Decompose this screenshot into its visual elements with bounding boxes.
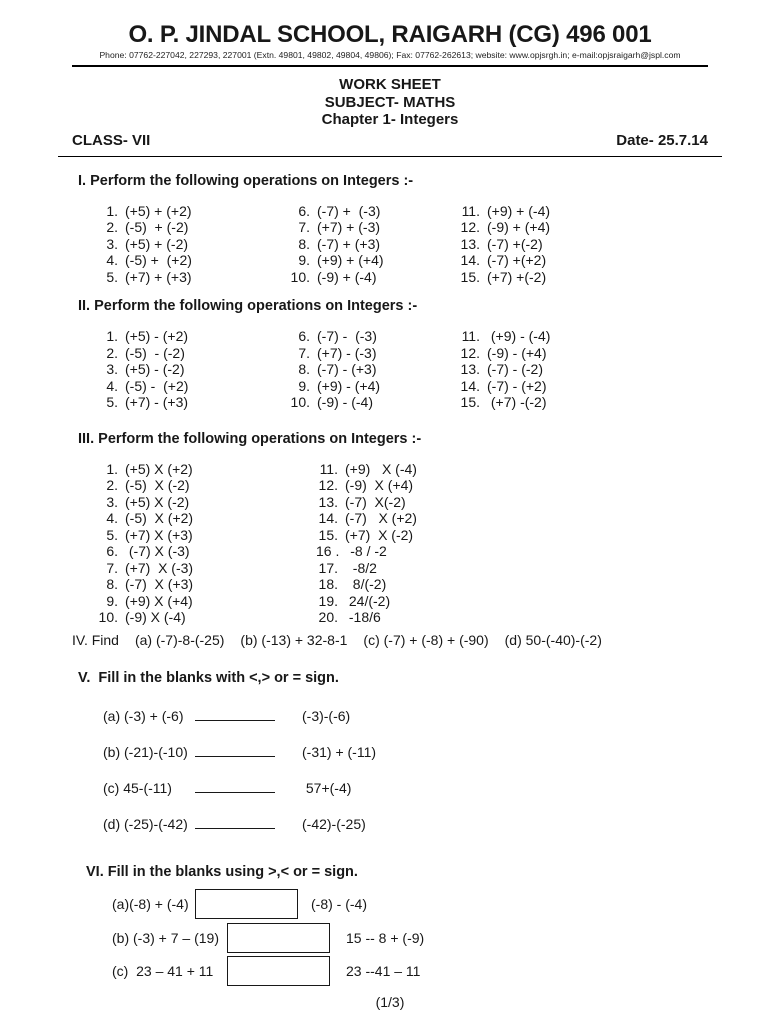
problem-expression: (-5) - (-2) xyxy=(125,344,185,361)
problem-expression: (-9) - (+4) xyxy=(487,344,547,361)
problem-item xyxy=(96,593,316,610)
problem-item xyxy=(288,236,458,253)
problem-expression: -8/2 xyxy=(345,559,377,576)
section-3-col-2 xyxy=(316,461,708,626)
problem-item xyxy=(96,252,288,269)
problem-item xyxy=(316,510,708,527)
problem-item xyxy=(458,328,708,345)
problem-item xyxy=(316,494,708,511)
section-4-part-a: (a) (-7)-8-(-25) xyxy=(134,631,225,648)
problem-item xyxy=(316,576,708,593)
section-1-col-3 xyxy=(458,203,708,286)
problem-expression: (-7) - (-2) xyxy=(487,361,543,377)
problem-number: 15. xyxy=(460,268,480,285)
section-5-rows xyxy=(103,706,708,850)
problem-item xyxy=(458,345,708,362)
problem-number: 14. xyxy=(460,252,480,268)
problem-item xyxy=(96,461,316,478)
problem-expression: (+7) + (-3) xyxy=(317,219,381,235)
problem-number: 10. xyxy=(290,268,310,285)
blank-line xyxy=(195,706,275,721)
fill-blank-row xyxy=(103,742,708,778)
problem-expression: (-7) +(-2) xyxy=(487,235,543,252)
problem-item xyxy=(288,269,458,286)
problem-expression: (-5) + (-2) xyxy=(125,219,189,235)
problem-expression: 8/(-2) xyxy=(345,576,387,592)
answer-box xyxy=(227,923,330,953)
section-2-col-3 xyxy=(458,328,708,411)
problem-expression: (+7) - (+3) xyxy=(125,394,189,410)
problem-expression: (-9) X (+4) xyxy=(345,477,414,493)
problem-expression: (+7) X (+3) xyxy=(125,526,193,543)
right-expression: (-31) + (-11) xyxy=(302,743,377,760)
header-divider xyxy=(72,65,708,67)
problem-expression: (+5) X (-2) xyxy=(125,493,190,510)
problem-item xyxy=(96,527,316,544)
problem-item xyxy=(316,477,708,494)
problem-expression: (+7) X (-3) xyxy=(125,559,194,576)
class-label: CLASS- VII xyxy=(72,131,151,149)
problem-expression: (-7) X(-2) xyxy=(345,493,406,510)
problem-number: 12. xyxy=(318,477,338,493)
section-1-col-2 xyxy=(288,203,458,286)
problem-expression: (-7) X (+2) xyxy=(345,510,417,526)
problem-number: 9. xyxy=(298,252,310,268)
problem-expression: (-7) - (-3) xyxy=(317,328,377,344)
problem-number: 6. xyxy=(298,328,310,344)
problem-item xyxy=(458,361,708,378)
problem-item xyxy=(96,510,316,527)
problem-expression: (-7) - (+2) xyxy=(487,377,547,394)
chapter-line: Chapter 1- Integers xyxy=(321,111,459,128)
problem-item xyxy=(96,494,316,511)
problem-number: 4. xyxy=(106,252,118,268)
problem-expression: (+7) - (-3) xyxy=(317,344,377,361)
right-expression: (-3)-(-6) xyxy=(302,707,351,724)
problem-expression: (-5) - (+2) xyxy=(125,377,189,394)
problem-item xyxy=(96,394,288,411)
problem-number: 16 . xyxy=(316,543,340,559)
problem-number: 3. xyxy=(106,235,118,252)
section-4-row xyxy=(72,632,708,648)
problem-number: 6. xyxy=(106,543,118,559)
section-6-heading: VI. Fill in the blanks using >,< or = sign. xyxy=(86,863,358,880)
problem-number: 8. xyxy=(106,576,118,592)
problem-expression: (-7) X (-3) xyxy=(125,543,190,559)
problem-number: 5. xyxy=(106,526,118,543)
problem-expression: (-5) + (+2) xyxy=(125,252,192,268)
problem-expression: (-9) X (-4) xyxy=(125,609,186,625)
left-expression: (a)(-8) + (-4) xyxy=(112,896,189,913)
problem-item xyxy=(96,576,316,593)
left-expression: (c) 23 – 41 + 11 xyxy=(112,963,214,980)
problem-number: 3. xyxy=(106,361,118,377)
problem-item xyxy=(96,560,316,577)
subject-line: SUBJECT- MATHS xyxy=(324,93,456,111)
left-expression: (a) (-3) + (-6) xyxy=(103,707,184,724)
problem-number: 5. xyxy=(106,394,118,410)
problem-expression: (+9) X (-4) xyxy=(345,460,417,477)
problem-number: 13. xyxy=(318,493,338,510)
problem-expression: (-7) + (-3) xyxy=(317,202,381,219)
class-date-row xyxy=(72,132,708,149)
section-3-heading: III. Perform the following operations on Integers :- xyxy=(78,430,422,447)
problem-item xyxy=(458,236,708,253)
blank-line xyxy=(195,778,275,793)
problem-item xyxy=(288,219,458,236)
problem-expression: (-7) - (+3) xyxy=(317,361,377,377)
section-divider xyxy=(58,156,722,157)
right-expression: (-42)-(-25) xyxy=(302,815,366,832)
problem-item xyxy=(288,328,458,345)
section-1-col-1 xyxy=(96,203,288,286)
problem-item xyxy=(316,461,708,478)
problem-expression: (+5) X (+2) xyxy=(125,460,193,477)
problem-item xyxy=(288,394,458,411)
problem-number: 13. xyxy=(460,235,480,252)
fill-blank-row xyxy=(103,814,708,850)
problem-item xyxy=(288,361,458,378)
problem-number: 8. xyxy=(298,235,310,252)
section-1-problems xyxy=(96,203,708,286)
left-expression: (b) (-21)-(-10) xyxy=(103,743,188,760)
problem-expression: (+5) - (-2) xyxy=(125,361,185,377)
section-4-part-c: (c) (-7) + (-8) + (-90) xyxy=(363,631,489,648)
problem-number: 1. xyxy=(106,328,118,344)
problem-number: 11. xyxy=(461,202,480,219)
right-expression: 57+(-4) xyxy=(302,779,352,796)
problem-number: 19. xyxy=(318,592,338,609)
problem-number: 9. xyxy=(106,592,118,609)
problem-expression: (+5) - (+2) xyxy=(125,328,189,344)
problem-number: 18. xyxy=(318,576,338,592)
problem-item xyxy=(316,543,708,560)
problem-item xyxy=(458,219,708,236)
blank-line xyxy=(195,814,275,829)
problem-item xyxy=(458,378,708,395)
problem-number: 7. xyxy=(298,219,310,235)
problem-number: 20. xyxy=(318,609,338,625)
problem-expression: -18/6 xyxy=(345,609,381,625)
problem-number: 13. xyxy=(460,361,480,377)
left-expression: (b) (-3) + 7 – (19) xyxy=(112,929,219,946)
problem-number: 12. xyxy=(460,219,480,235)
problem-expression: -8 / -2 xyxy=(346,543,387,559)
problem-item xyxy=(96,203,288,220)
problem-expression: (+7) X (-2) xyxy=(345,526,414,543)
problem-expression: (+7) + (+3) xyxy=(125,268,192,285)
problem-number: 1. xyxy=(106,460,118,477)
fill-blank-row xyxy=(103,706,708,742)
problem-number: 2. xyxy=(106,219,118,235)
answer-box xyxy=(195,889,298,919)
problem-number: 12. xyxy=(460,344,480,361)
problem-expression: (-5) X (-2) xyxy=(125,477,190,493)
problem-expression: (-9) - (-4) xyxy=(317,394,373,410)
problem-number: 17. xyxy=(318,559,338,576)
problem-item xyxy=(96,477,316,494)
problem-item xyxy=(316,609,708,626)
problem-item xyxy=(458,252,708,269)
problem-item xyxy=(288,252,458,269)
problem-expression: (+9) + (-4) xyxy=(487,202,551,219)
title-block xyxy=(72,76,708,129)
problem-item xyxy=(458,394,708,411)
answer-box xyxy=(227,956,330,986)
problem-number: 14. xyxy=(318,510,338,526)
problem-expression: 24/(-2) xyxy=(345,592,391,609)
problem-item xyxy=(316,560,708,577)
problem-number: 6. xyxy=(298,202,310,219)
section-4-part-b: (b) (-13) + 32-8-1 xyxy=(240,631,348,648)
fill-box-row xyxy=(112,921,708,955)
problem-expression: (+7) -(-2) xyxy=(487,394,547,410)
problem-item xyxy=(96,236,288,253)
problem-number: 1. xyxy=(106,202,118,219)
problem-item xyxy=(458,203,708,220)
contact-line: Phone: 07762-227042, 227293, 227001 (Extn. 49801, 49802, 49804, 49806); Fax: 07762-262613; website: www.opjsrgh.in; e-mail:opjsraigarh@jspl.com xyxy=(99,50,681,60)
problem-number: 10. xyxy=(98,609,118,625)
problem-number: 8. xyxy=(298,361,310,377)
problem-number: 2. xyxy=(106,344,118,361)
problem-expression: (+9) + (+4) xyxy=(317,252,384,268)
section-2-heading: II. Perform the following operations on Integers :- xyxy=(78,298,418,314)
problem-number: 15. xyxy=(460,394,480,410)
problem-expression: (-9) + (-4) xyxy=(317,268,377,285)
problem-expression: (-7) +(+2) xyxy=(487,252,547,268)
problem-expression: (+9) X (+4) xyxy=(125,592,193,609)
section-1-heading: I. Perform the following operations on Integers :- xyxy=(78,172,414,189)
left-expression: (c) 45-(-11) xyxy=(103,779,172,796)
problem-expression: (-5) X (+2) xyxy=(125,510,194,526)
section-2-problems xyxy=(96,328,708,411)
problem-item xyxy=(96,269,288,286)
problem-item xyxy=(288,203,458,220)
problem-item xyxy=(288,345,458,362)
problem-expression: (+7) +(-2) xyxy=(487,268,547,285)
problem-expression: (+9) - (+4) xyxy=(317,377,381,394)
problem-number: 15. xyxy=(318,526,338,543)
fill-box-row xyxy=(112,888,708,922)
problem-expression: (-7) X (+3) xyxy=(125,576,194,592)
section-2-col-1 xyxy=(96,328,288,411)
section-6-rows xyxy=(112,888,708,989)
problem-expression: (-9) + (+4) xyxy=(487,219,551,235)
header xyxy=(72,22,708,157)
problem-number: 11. xyxy=(319,460,338,477)
problem-number: 7. xyxy=(298,344,310,361)
section-4-label: IV. Find xyxy=(72,631,119,648)
doc-title: WORK SHEET xyxy=(339,76,441,93)
school-name: O. P. JINDAL SCHOOL, RAIGARH (CG) 496 001 xyxy=(128,21,652,48)
problem-number: 11. xyxy=(461,328,480,344)
left-expression: (d) (-25)-(-42) xyxy=(103,815,188,832)
date-label: Date- 25.7.14 xyxy=(616,131,708,149)
section-5-heading: V. Fill in the blanks with <,> or = sign. xyxy=(78,669,339,686)
problem-expression: (-7) + (+3) xyxy=(317,235,381,252)
problem-number: 14. xyxy=(460,377,480,394)
problem-number: 4. xyxy=(106,510,118,526)
problem-expression: (+5) + (-2) xyxy=(125,235,189,252)
right-expression: 23 --41 – 11 xyxy=(346,963,421,980)
problem-expression: (+5) + (+2) xyxy=(125,202,192,219)
problem-number: 4. xyxy=(106,377,118,394)
fill-blank-row xyxy=(103,778,708,814)
problem-item xyxy=(96,543,316,560)
problem-item xyxy=(96,361,288,378)
right-expression: 15 -- 8 + (-9) xyxy=(346,929,425,946)
problem-item xyxy=(96,378,288,395)
problem-number: 2. xyxy=(106,477,118,493)
problem-number: 7. xyxy=(106,559,118,576)
section-3-col-1 xyxy=(96,461,316,626)
problem-item xyxy=(316,527,708,544)
blank-line xyxy=(195,742,275,757)
problem-number: 3. xyxy=(106,493,118,510)
problem-number: 5. xyxy=(106,268,118,285)
problem-item xyxy=(96,345,288,362)
problem-number: 9. xyxy=(298,377,310,394)
problem-item xyxy=(96,328,288,345)
problem-item xyxy=(458,269,708,286)
right-expression: (-8) - (-4) xyxy=(311,896,367,913)
problem-number: 10. xyxy=(290,394,310,410)
problem-item xyxy=(316,593,708,610)
problem-item xyxy=(96,609,316,626)
section-3-problems xyxy=(96,461,708,626)
fill-box-row xyxy=(112,955,708,989)
problem-item xyxy=(96,219,288,236)
problem-expression: (+9) - (-4) xyxy=(487,328,551,344)
section-4-part-d: (d) 50-(-40)-(-2) xyxy=(504,631,602,648)
section-2-col-2 xyxy=(288,328,458,411)
problem-item xyxy=(288,378,458,395)
page-number: (1/3) xyxy=(375,994,405,1010)
